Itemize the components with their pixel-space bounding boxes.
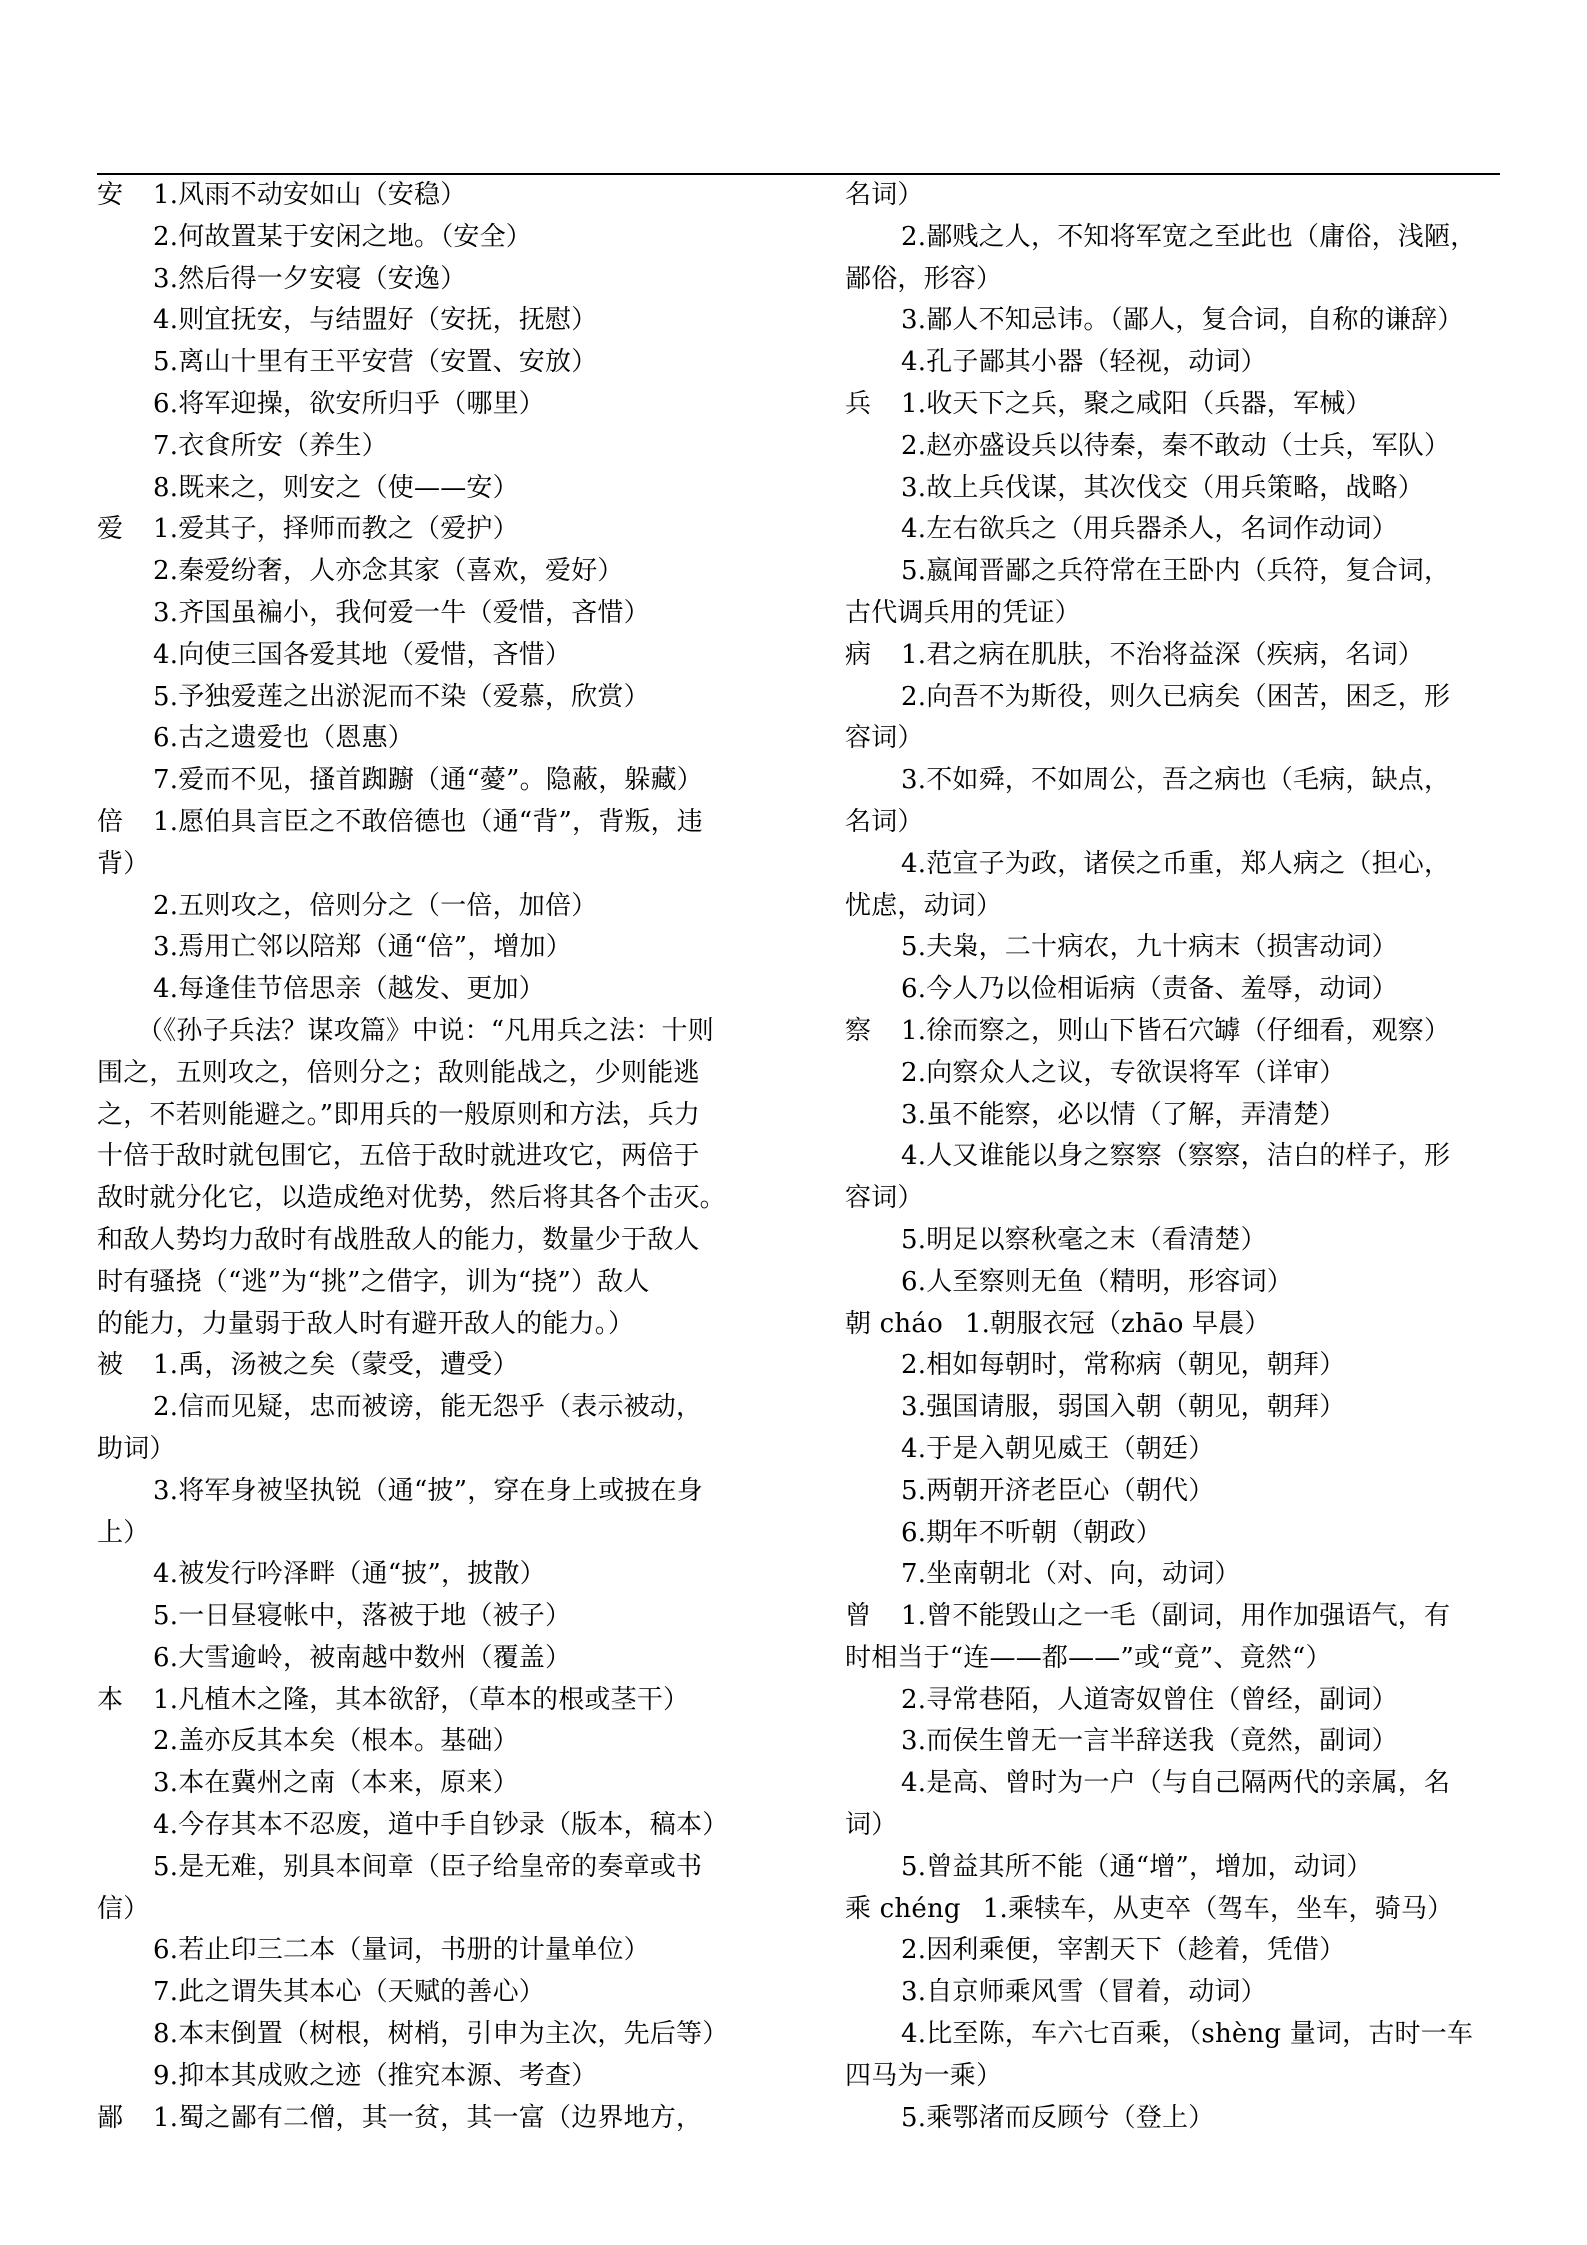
note-line: （《孙子兵法？谋攻篇》中说：“凡用兵之法：十则 [137, 1015, 714, 1046]
sense-line: 3.本在冀州之南（本来，原来） [153, 1768, 519, 1799]
sense-line: 3.鄙人不知忌讳。（鄙人，复合词，自称的谦辞） [901, 305, 1464, 336]
continuation-line: 词） [845, 1810, 898, 1841]
continuation-line: 忧虑，动词） [845, 890, 1003, 921]
headword: 安 [97, 180, 124, 210]
sense-line: 6.若止印三二本（量词，书册的计量单位） [153, 1935, 650, 1966]
sense-line: 4.是高、曾时为一户（与自己隔两代的亲属，名 [901, 1768, 1451, 1799]
continuation-line: 鄙俗，形容） [845, 263, 1003, 294]
sense-text: 1.君之病在肌肤，不治将益深（疾病，名词） [901, 639, 1425, 670]
sense-line: 3.然后得一夕安寝（安逸） [153, 263, 467, 294]
sense-line: 4.人又谁能以身之察察（察察，洁白的样子，形 [901, 1141, 1451, 1172]
sense-line: 6.人至察则无鱼（精明，形容词） [901, 1266, 1294, 1297]
sense-line: 4.被发行吟泽畔（通“披”，披散） [153, 1559, 546, 1590]
sense-line: 2.鄙贱之人，不知将军宽之至此也（庸俗，浅陋， [901, 221, 1477, 252]
sense-line: 6.今人乃以俭相诟病（责备、羞辱，动词） [901, 974, 1398, 1005]
sense-text: 1.凡植木之隆，其本欲舒，（草本的根或茎干） [153, 1684, 690, 1715]
sense-text: 1.朝服衣冠（zhāo 早晨） [964, 1308, 1271, 1339]
entry-head-line [845, 1011, 1505, 1053]
headword: 病 [845, 639, 872, 670]
sense-line: 2.何故置某于安闲之地。（安全） [153, 221, 533, 252]
sense-line: 4.于是入朝见威王（朝廷） [901, 1433, 1215, 1464]
sense-line: 4.左右欲兵之（用兵器杀人，名词作动词） [901, 514, 1398, 545]
sense-text: 1.蜀之鄙有二僧，其一贫，其一富（边界地方， [153, 2102, 703, 2133]
entry-head-line [845, 1304, 1505, 1346]
headword: 曾 [845, 1601, 872, 1632]
sense-line: 5.明足以察秋毫之末（看清楚） [901, 1224, 1267, 1255]
entry-head-line [97, 509, 757, 551]
entry-head-line [97, 2098, 757, 2140]
sense-line: 3.焉用亡邻以陪郑（通“倍”，增加） [153, 932, 572, 963]
continuation-line: 时有骚挠（“逃”为“挑”之借字，训为“挠”）敌人 [97, 1266, 650, 1297]
sense-line: 3.自京师乘风雪（冒着，动词） [901, 1977, 1267, 2008]
sense-line: 2.五则攻之，倍则分之（一倍，加倍） [153, 890, 598, 921]
sense-line: 8.本末倒置（树根，树梢，引申为主次，先后等） [153, 2019, 729, 2050]
entry-head-line [97, 1345, 757, 1387]
sense-line: 5.乘鄂渚而反顾兮（登上） [901, 2102, 1215, 2133]
continuation-line: 古代调兵用的凭证） [845, 597, 1081, 628]
sense-line: 8.既来之，则安之（使——安） [153, 472, 519, 503]
sense-text: 1.收天下之兵，聚之咸阳（兵器，军械） [901, 388, 1372, 419]
sense-text: 1.愿伯具言臣之不敢倍德也（通“背”，背叛，违 [153, 806, 703, 837]
entry-head-line [845, 635, 1505, 677]
headword: 朝 cháo [845, 1308, 943, 1339]
sense-line: 4.比至陈，车六七百乘，（shèng 量词，古时一车 [901, 2019, 1474, 2050]
entry-head-line [845, 384, 1505, 426]
sense-line: 2.相如每朝时，常称病（朝见，朝拜） [901, 1350, 1346, 1381]
sense-text: 1.禹，汤被之矣（蒙受，遭受） [153, 1350, 519, 1381]
continuation-line: 容词） [845, 723, 924, 754]
sense-line: 5.是无难，别具本间章（臣子给皇帝的奏章或书 [153, 1851, 703, 1882]
sense-line: 3.齐国虽褊小，我何爱一牛（爱惜，吝惜） [153, 597, 650, 628]
headword: 被 [97, 1350, 124, 1381]
sense-line: 2.寻常巷陌，人道寄奴曾住（曾经，副词） [901, 1684, 1398, 1715]
sense-line: 2.信而见疑，忠而被谤，能无怨乎（表示被动， [153, 1392, 703, 1423]
entry-head-line [97, 802, 757, 844]
continuation-line: 四马为一乘） [845, 2060, 1003, 2091]
sense-line: 5.两朝开济老臣心（朝代） [901, 1475, 1215, 1506]
sense-line: 9.抑本其成败之迹（推究本源、考查） [153, 2060, 598, 2091]
continuation-line: 上） [97, 1517, 150, 1548]
sense-line: 4.今存其本不忍废，道中手自钞录（版本，稿本） [153, 1810, 729, 1841]
sense-line: 4.范宣子为政，诸侯之币重，郑人病之（担心， [901, 848, 1451, 879]
sense-line: 2.因利乘便，宰割天下（趁着，凭借） [901, 1935, 1346, 1966]
continuation-line: 之，不若则能避之。”即用兵的一般原则和方法，兵力 [97, 1099, 701, 1130]
sense-line: 6.古之遗爱也（恩惠） [153, 723, 415, 754]
sense-line: 5.曾益其所不能（通“增”，增加，动词） [901, 1851, 1373, 1882]
continuation-line: 名词） [845, 806, 924, 837]
sense-line: 4.向使三国各爱其地（爱惜，吝惜） [153, 639, 572, 670]
continuation-line: 名词） [845, 180, 924, 210]
continuation-line: 容词） [845, 1183, 924, 1214]
sense-line: 2.赵亦盛设兵以待秦，秦不敢动（士兵，军队） [901, 430, 1451, 461]
continuation-line: 十倍于敌时就包围它，五倍于敌时就进攻它，两倍于 [97, 1141, 700, 1172]
sense-line: 5.予独爱莲之出淤泥而不染（爱慕，欣赏） [153, 681, 650, 712]
headword: 察 [845, 1015, 872, 1046]
entry-head-line [97, 175, 757, 217]
sense-text: 1.风雨不动安如山（安稳） [153, 180, 467, 210]
sense-line: 5.离山十里有王平安营（安置、安放） [153, 347, 598, 378]
headword: 乘 chéng [845, 1893, 961, 1924]
sense-text: 1.乘犊车，从吏卒（驾车，坐车，骑马） [982, 1893, 1454, 1924]
entry-head-line [845, 1596, 1505, 1638]
sense-line: 2.盖亦反其本矣（根本。基础） [153, 1726, 519, 1757]
headword: 鄙 [97, 2102, 124, 2133]
continuation-line: 和敌人势均力敌时有战胜敌人的能力，数量少于敌人 [97, 1224, 700, 1255]
sense-line: 3.而侯生曾无一言半辞送我（竟然，副词） [901, 1726, 1398, 1757]
left-column [97, 175, 757, 2139]
headword: 兵 [845, 388, 872, 419]
sense-line: 4.每逢佳节倍思亲（越发、更加） [153, 974, 546, 1005]
headword: 爱 [97, 514, 124, 545]
sense-line: 3.强国请服，弱国入朝（朝见，朝拜） [901, 1392, 1346, 1423]
sense-line: 7.坐南朝北（对、向，动词） [901, 1559, 1241, 1590]
entry-head-line [97, 1680, 757, 1722]
sense-line: 7.衣食所安（养生） [153, 430, 388, 461]
sense-text: 1.爱其子，择师而教之（爱护） [153, 514, 519, 545]
sense-line: 7.此之谓失其本心（天赋的善心） [153, 1977, 546, 2008]
sense-line: 5.一日昼寝帐中，落被于地（被子） [153, 1601, 572, 1632]
sense-line: 3.不如舜，不如周公，吾之病也（毛病，缺点， [901, 765, 1451, 796]
sense-line: 6.期年不听朝（朝政） [901, 1517, 1163, 1548]
sense-line: 3.故上兵伐谋，其次伐交（用兵策略，战略） [901, 472, 1425, 503]
continuation-line: 时相当于“连——都——”或“竟”、竟然“） [845, 1642, 1332, 1673]
continuation-line: 背） [97, 848, 150, 879]
sense-line: 5.嬴闻晋鄙之兵符常在王卧内（兵符，复合词， [901, 556, 1451, 587]
continuation-line: 信） [97, 1893, 150, 1924]
sense-line: 4.孔子鄙其小器（轻视，动词） [901, 347, 1267, 378]
sense-line: 3.将军身被坚执锐（通“披”，穿在身上或披在身 [153, 1475, 703, 1506]
continuation-line: 敌时就分化它，以造成绝对优势，然后将其各个击灭。 [97, 1183, 726, 1214]
sense-line: 5.夫枭，二十病农，九十病末（损害动词） [901, 932, 1398, 963]
sense-line: 3.虽不能察，必以情（了解，弄清楚） [901, 1099, 1346, 1130]
sense-line: 2.秦爱纷奢，人亦念其家（喜欢，爱好） [153, 556, 624, 587]
sense-text: 1.曾不能毁山之一毛（副词，用作加强语气，有 [901, 1601, 1451, 1632]
sense-text: 1.徐而察之，则山下皆石穴罅（仔细看，观察） [901, 1015, 1451, 1046]
sense-line: 7.爱而不见，搔首踟躕（通“薆”。隐蔽，躲藏） [153, 765, 703, 796]
entry-head-line [845, 1889, 1505, 1931]
sense-line: 6.大雪逾岭，被南越中数州（覆盖） [153, 1642, 572, 1673]
continuation-line: 的能力，力量弱于敌人时有避开敌人的能力。） [97, 1308, 635, 1339]
headword: 倍 [97, 806, 124, 837]
sense-line: 4.则宜抚安，与结盟好（安抚，抚慰） [153, 305, 598, 336]
sense-line: 2.向吾不为斯役，则久已病矣（困苦，困乏，形 [901, 681, 1451, 712]
sense-line: 2.向察众人之议，专欲误将军（详审） [901, 1057, 1346, 1088]
continuation-line: 围之，五则攻之，倍则分之；敌则能战之，少则能逃 [97, 1057, 700, 1088]
right-column [845, 175, 1505, 2139]
sense-line: 6.将军迎操，欲安所归乎（哪里） [153, 388, 546, 419]
headword: 本 [97, 1684, 124, 1715]
continuation-line: 助词） [97, 1433, 176, 1464]
